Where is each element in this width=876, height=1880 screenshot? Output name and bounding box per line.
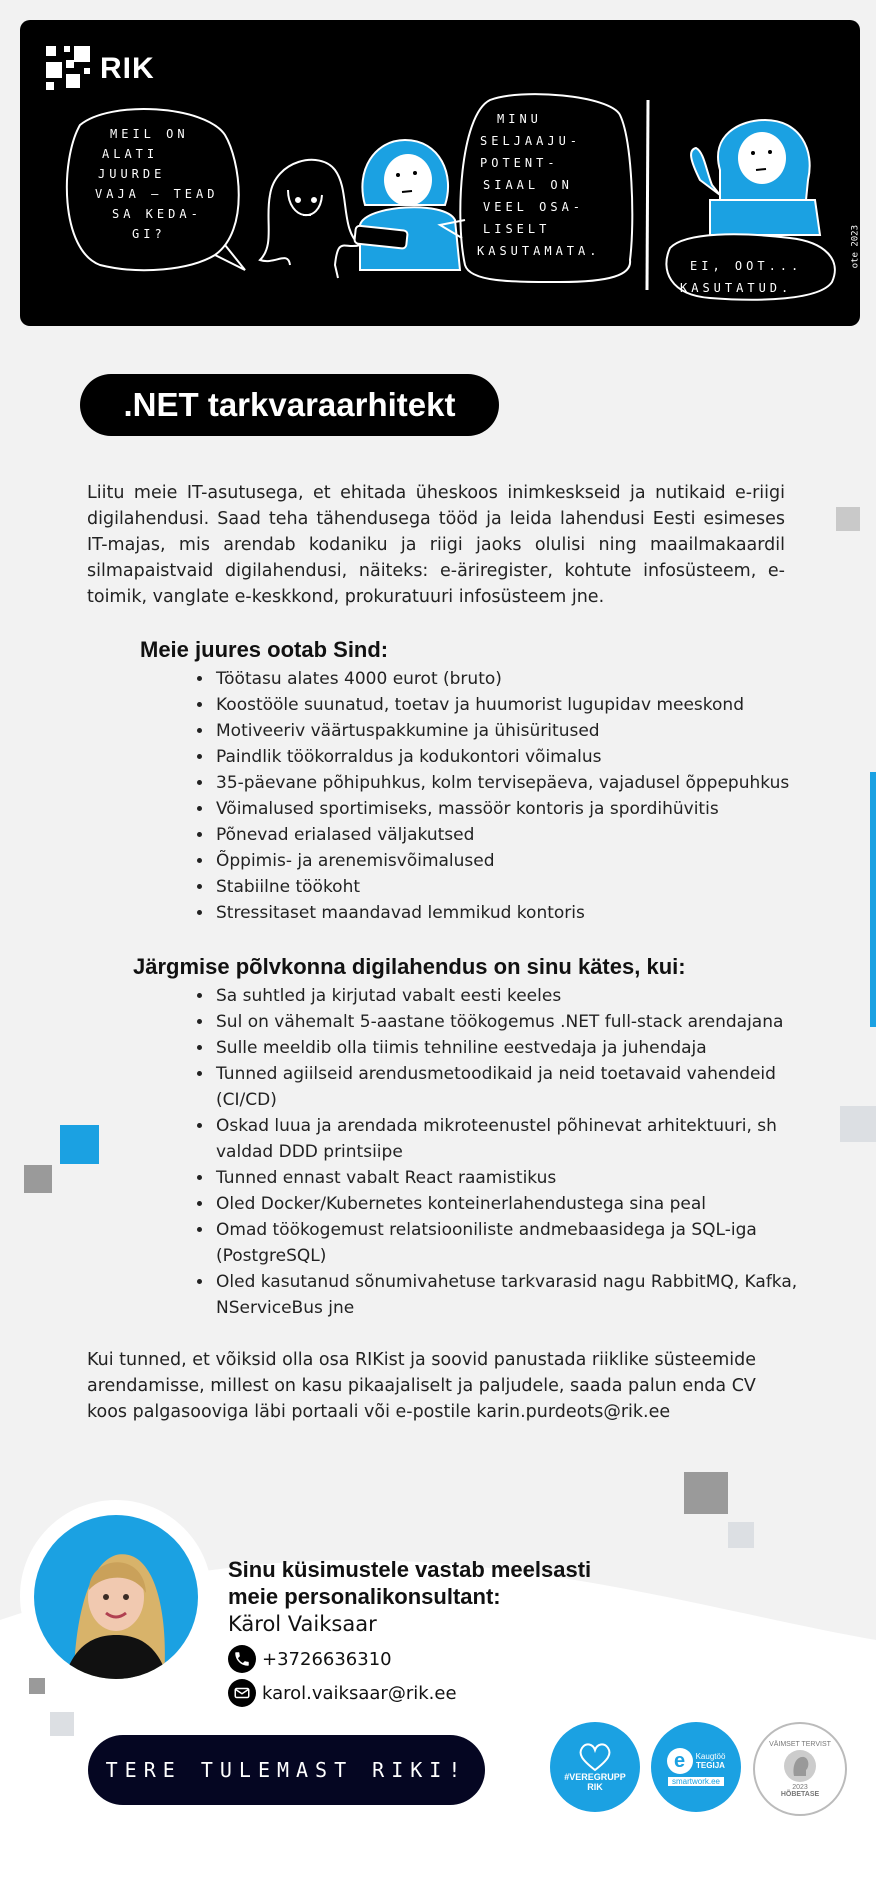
list-item: • Sulle meeldib olla tiimis tehniline eestvedaja ja juhendaja bbox=[214, 1035, 804, 1061]
contact-name: Kärol Vaiksaar bbox=[228, 1612, 377, 1636]
astronaut-character-2 bbox=[691, 120, 820, 235]
speech-line: MINU bbox=[497, 112, 542, 126]
list-item: • Omad töökogemust relatsiooniliste andmebaasidega ja SQL-iga (PostgreSQL) bbox=[214, 1217, 804, 1269]
decor-square bbox=[50, 1712, 74, 1736]
list-item: • Oled Docker/Kubernetes konteinerlahendustega sina peal bbox=[214, 1191, 804, 1217]
badge-label: smartwork.ee bbox=[668, 1777, 724, 1786]
speech-line: VAJA — TEAD bbox=[95, 187, 219, 201]
avatar bbox=[34, 1515, 198, 1679]
requirements-list bbox=[194, 983, 804, 1321]
speech-line: ALATI bbox=[102, 147, 159, 161]
badge-label: TEGIJA bbox=[696, 1761, 725, 1770]
list-item: • Tunned agiilseid arendusmetoodikaid ja neid toetavaid vahendeid (CI/CD) bbox=[214, 1061, 804, 1113]
list-item: • Motiveeriv väärtuspakkumine ja ühisüritused bbox=[214, 718, 814, 744]
list-item: • Põnevad erialased väljakutsed bbox=[214, 822, 814, 848]
speech-line: SELJAAJU- bbox=[480, 134, 582, 148]
list-item: • Koostööle suunatud, toetav ja huumorist lugupidav meeskond bbox=[214, 692, 814, 718]
speech-line: KASUTAMATA. bbox=[477, 244, 601, 258]
speech-line: MEIL ON bbox=[110, 127, 189, 141]
phone-icon bbox=[228, 1645, 256, 1673]
woman-character bbox=[260, 160, 360, 278]
speech-line: POTENT- bbox=[480, 156, 559, 170]
logo-text: RIK bbox=[100, 52, 155, 85]
head-profile-icon bbox=[782, 1748, 818, 1784]
job-title: .NET tarkvaraarhitekt bbox=[80, 374, 499, 436]
comic-year: ote 2023 bbox=[850, 225, 860, 269]
speech-line: SIAAL ON bbox=[483, 178, 573, 192]
list-item: • Oskad luua ja arendada mikroteenustel põhinevat arhitektuuri, sh valdad DDD printsiipe bbox=[214, 1113, 804, 1165]
decor-square bbox=[29, 1678, 45, 1694]
requirements-title: Järgmise põlvkonna digilahendus on sinu kätes, kui: bbox=[133, 954, 686, 979]
badge-label: #VEREGRUPP bbox=[564, 1772, 626, 1782]
hero-comic-banner bbox=[20, 20, 860, 326]
benefits-title: Meie juures ootab Sind: bbox=[140, 637, 389, 662]
badge-label: RIK bbox=[587, 1782, 603, 1792]
intro-paragraph: Liitu meie IT-asutusega, et ehitada üheskoos inimkeskseid ja nutikaid e-riigi digilahendusi. Saad teha tähendusega tööd ja leida lahendusi Eesti esimeses IT-majas, mis arendab kodaniku ja riigi jaoks olulisi ning maailmakaardil silmapaistvaid digilahendusi, näiteks: e-äriregister, kohtute infosüsteem, e-toimik, vanglate e-keskkond, prokuratuuri infosüsteem jne. bbox=[87, 483, 785, 607]
contact-phone[interactable]: +3726636310 bbox=[262, 1648, 392, 1670]
astronaut-character-1 bbox=[354, 140, 460, 270]
speech-line: KASUTATUD. bbox=[680, 281, 793, 295]
speech-middle-text bbox=[477, 112, 600, 258]
welcome-banner: TERE TULEMAST RIKI! bbox=[88, 1735, 485, 1805]
list-item: • Sa suhtled ja kirjutad vabalt eesti keeles bbox=[214, 983, 804, 1009]
speech-line: EI, OOT... bbox=[690, 259, 803, 273]
speech-line: VEEL OSA- bbox=[483, 200, 585, 214]
avatar-portrait bbox=[34, 1515, 198, 1679]
veregrupp-badge bbox=[550, 1722, 640, 1812]
speech-left-text bbox=[95, 127, 218, 241]
list-item: • Õppimis- ja arenemisvõimalused bbox=[214, 848, 814, 874]
list-item: • Sul on vähemalt 5-aastane töökogemus .NET full-stack arendajana bbox=[214, 1009, 804, 1035]
list-item: • Stressitaset maandavad lemmikud kontoris bbox=[214, 900, 814, 926]
contact-phone-row[interactable] bbox=[228, 1645, 392, 1673]
mail-icon bbox=[228, 1679, 256, 1707]
speech-line: JUURDE bbox=[98, 167, 166, 181]
e-logo-icon: e bbox=[667, 1748, 693, 1774]
benefits-list bbox=[194, 666, 814, 926]
comic-panel-divider bbox=[647, 100, 648, 290]
list-item: • Töötasu alates 4000 eurot (bruto) bbox=[214, 666, 814, 692]
speech-line: LISELT bbox=[483, 222, 551, 236]
decor-square bbox=[60, 1125, 99, 1164]
contact-email[interactable]: karol.vaiksaar@rik.ee bbox=[262, 1682, 457, 1704]
heart-icon bbox=[578, 1742, 612, 1772]
badge-label: 2023 bbox=[792, 1783, 808, 1791]
badge-label: Kaugtöö bbox=[695, 1752, 726, 1761]
decor-accent-bar bbox=[870, 772, 876, 1027]
badge-label: HÕBETASE bbox=[780, 1790, 820, 1798]
vaimne-tervis-badge bbox=[753, 1722, 847, 1816]
kaugtoo-badge bbox=[651, 1722, 741, 1812]
contact-heading: Sinu küsimustele vastab meelsasti meie personalikonsultant: bbox=[228, 1557, 592, 1609]
comic-drawing bbox=[20, 20, 860, 326]
list-item: • Oled kasutanud sõnumivahetuse tarkvarasid nagu RabbitMQ, Kafka, NServiceBus jne bbox=[214, 1269, 804, 1321]
contact-email-row[interactable] bbox=[228, 1679, 457, 1707]
speech-line: SA KEDA- bbox=[112, 207, 202, 221]
list-item: • Tunned ennast vabalt React raamistikus bbox=[214, 1165, 804, 1191]
list-item: • 35-päevane põhipuhkus, kolm tervisepäeva, vajadusel õppepuhkus bbox=[214, 770, 814, 796]
decor-square bbox=[836, 507, 860, 531]
decor-square bbox=[24, 1165, 52, 1193]
list-item: • Stabiilne töökoht bbox=[214, 874, 814, 900]
decor-square bbox=[684, 1472, 728, 1514]
list-item: • Paindlik töökorraldus ja kodukontori võimalus bbox=[214, 744, 814, 770]
decor-square bbox=[840, 1106, 876, 1142]
badge-label: VÄIMSET TERVIST bbox=[769, 1740, 831, 1748]
speech-line: GI? bbox=[132, 227, 166, 241]
outro-paragraph: Kui tunned, et võiksid olla osa RIKist ja soovid panustada riiklike süsteemide arendamisse, millest on kasu pikaajaliselt ja paljudele, saada palun enda CV koos palgasooviga läbi portaali või e-postile karin.purdeots@rik.ee bbox=[87, 1350, 756, 1422]
list-item: • Võimalused sportimiseks, massöör kontoris ja spordihüvitis bbox=[214, 796, 814, 822]
